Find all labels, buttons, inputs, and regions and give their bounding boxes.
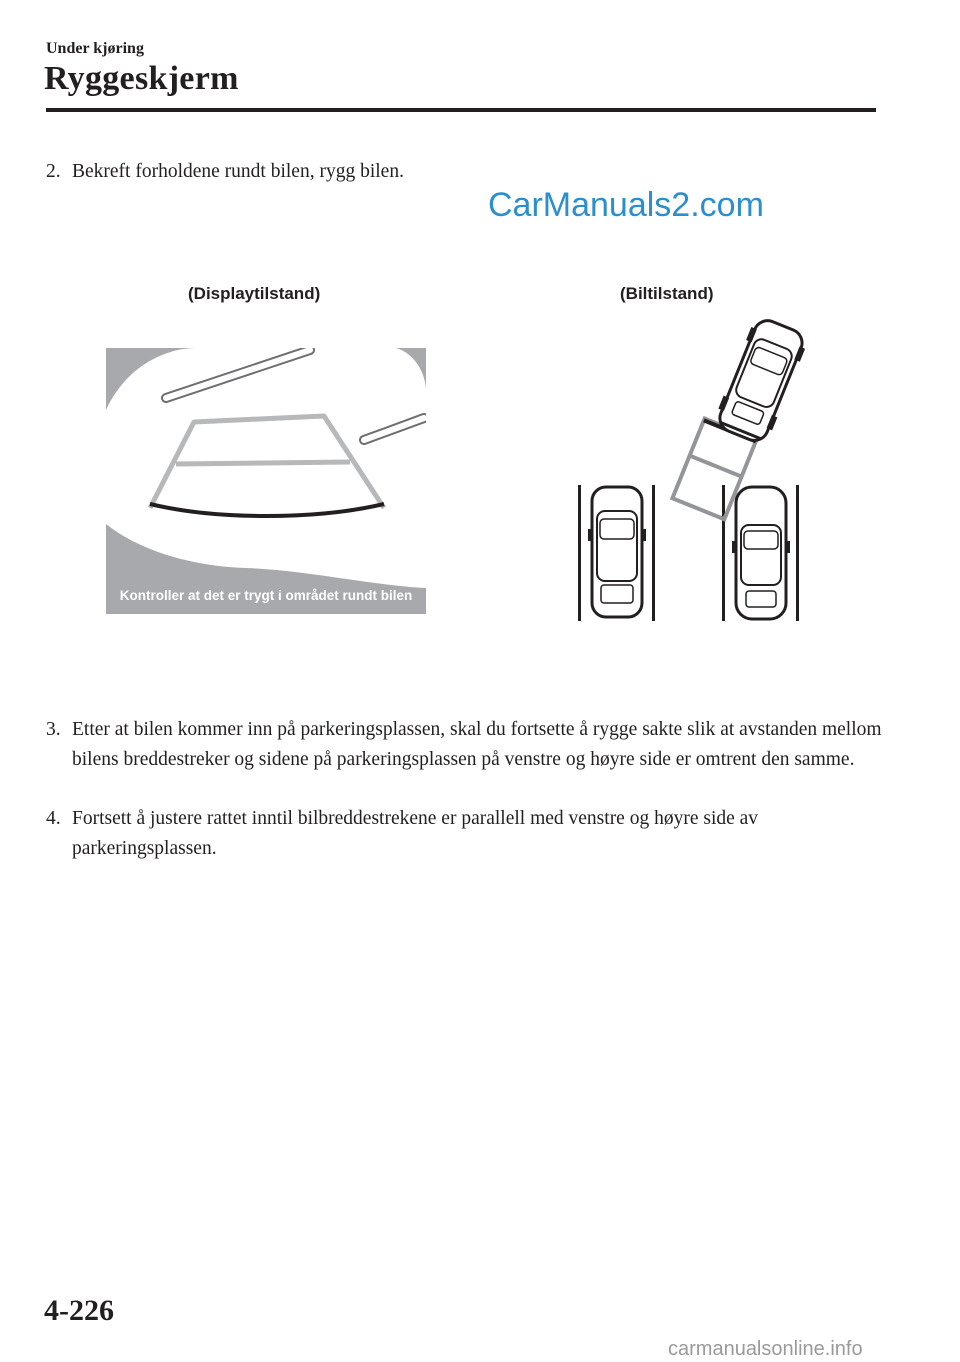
car-caption: (Biltilstand) bbox=[620, 284, 714, 303]
step-2 bbox=[46, 157, 886, 189]
display-illustration bbox=[106, 348, 426, 614]
title-divider bbox=[46, 108, 876, 112]
step-number: 3. bbox=[46, 719, 61, 740]
step-3 bbox=[46, 715, 886, 811]
step-text: Bekreft forholdene rundt bilen, rygg bilen. bbox=[72, 161, 404, 182]
page-title: Ryggeskjerm bbox=[44, 60, 239, 97]
watermark-logo: CarManuals2.com bbox=[488, 186, 764, 224]
step-text: Fortsett å justere rattet inntil bilbreddestrekene er parallell med venstre og høyre side av parkeringsplassen. bbox=[72, 808, 759, 859]
footer-watermark: carmanualsonline.info bbox=[668, 1338, 863, 1360]
section-heading: Under kjøring bbox=[46, 40, 144, 57]
reversing-car bbox=[712, 315, 810, 446]
step-number: 2. bbox=[46, 161, 61, 182]
step-text: Etter at bilen kommer inn på parkeringsplassen, skal du fortsette å rygge sakte slik at avstanden mellom bilens breddestreker og sidene på parkeringsplassen på venstre og høyre side er omtrent den samme. bbox=[72, 719, 882, 770]
step-4 bbox=[46, 804, 886, 868]
rear-camera-display-graphic bbox=[106, 348, 426, 614]
page-number: 4-226 bbox=[44, 1294, 114, 1327]
display-warning-text: Kontroller at det er trygt i området rundt bilen bbox=[119, 588, 413, 603]
parking-situation-graphic bbox=[570, 315, 810, 627]
step-number: 4. bbox=[46, 808, 61, 829]
parked-car-left bbox=[588, 487, 646, 617]
parked-car-right bbox=[732, 487, 790, 619]
display-caption: (Displaytilstand) bbox=[188, 284, 321, 303]
